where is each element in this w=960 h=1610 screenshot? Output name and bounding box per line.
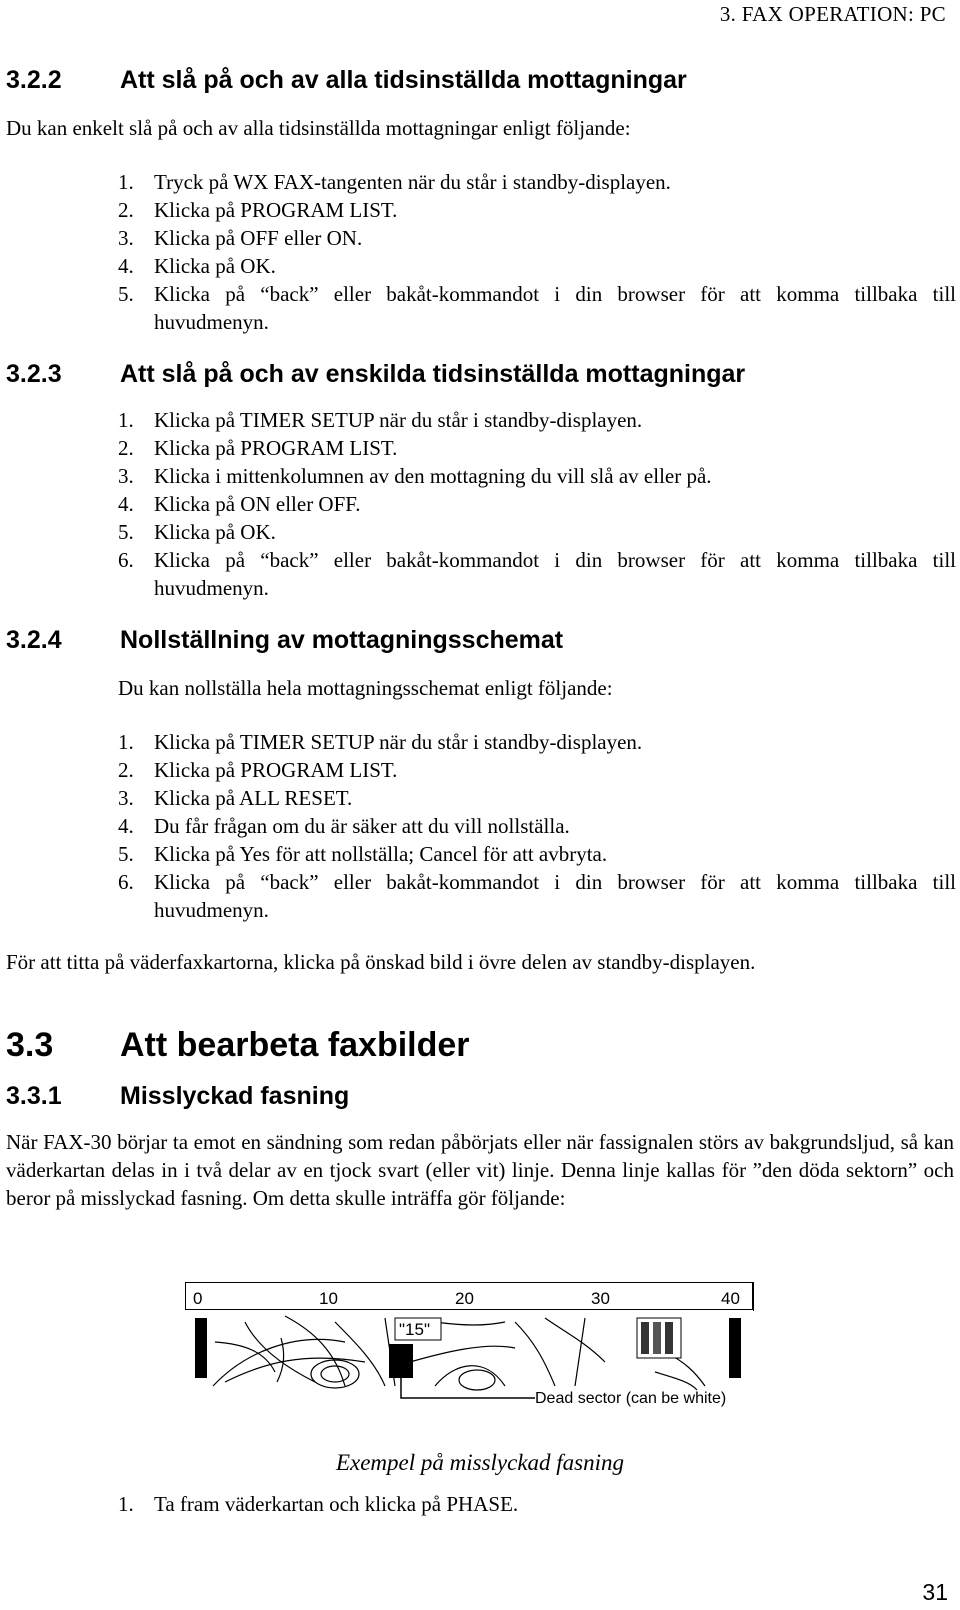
steps-list-3-2-2 bbox=[118, 168, 956, 336]
section-title: Att slå på och av alla tidsinställda mottagningar bbox=[120, 66, 687, 94]
running-header: 3. FAX OPERATION: PC bbox=[719, 2, 946, 26]
list-item: 1. Tryck på WX FAX-tangenten när du står i standby-displayen. bbox=[118, 170, 671, 194]
list-item: 5. Klicka på Yes för att nollställa; Cancel för att avbryta. bbox=[118, 842, 608, 866]
section-body: När FAX-30 börjar ta emot en sändning som redan påbörjats eller när fassignalen störs av bakgrundsljud, så kan väderkartan delas in i två delar av en tjock svart (eller vit) linje. Denna linje kallas för ”den döda sektorn” och beror på misslyckad fasning. Om detta skulle inträffa gör följande: bbox=[6, 1130, 954, 1210]
dead-sector-label: Dead sector (can be white) bbox=[535, 1390, 727, 1407]
station-text-block bbox=[637, 1318, 681, 1358]
page-number: 31 bbox=[922, 1579, 948, 1605]
list-item: 3. Klicka i mittenkolumnen av den mottagning du vill slå av eller på. bbox=[118, 464, 712, 488]
list-item: 2. Klicka på PROGRAM LIST. bbox=[118, 198, 398, 222]
section-number: 3.2.3 bbox=[6, 360, 62, 388]
section-number: 3.2.2 bbox=[6, 66, 62, 94]
left-border-block bbox=[195, 1318, 207, 1378]
list-item: 4. Du får frågan om du är säker att du vill nollställa. bbox=[118, 814, 570, 838]
dead-sector-block bbox=[389, 1344, 413, 1378]
list-item: 3. Klicka på OFF eller ON. bbox=[118, 226, 363, 250]
section-number: 3.3.1 bbox=[6, 1082, 62, 1110]
ruler-label-20: 20 bbox=[455, 1289, 474, 1308]
steps-list-3-2-4 bbox=[118, 728, 956, 924]
right-border-block bbox=[729, 1318, 741, 1378]
ruler-label-10: 10 bbox=[319, 1289, 338, 1308]
steps-list-phase bbox=[118, 1490, 956, 1518]
list-item: 2. Klicka på PROGRAM LIST. bbox=[118, 758, 398, 782]
ruler-label-0: 0 bbox=[193, 1289, 203, 1308]
list-item: 4. Klicka på OK. bbox=[118, 254, 276, 278]
list-item: 6. Klicka på “back” eller bakåt-kommandot i din browser för att komma tillbaka till huvudmenyn. bbox=[118, 548, 956, 600]
steps-list-3-2-3 bbox=[118, 406, 956, 602]
list-item: 3. Klicka på ALL RESET. bbox=[118, 786, 353, 810]
ruler-label-30: 30 bbox=[591, 1289, 610, 1308]
figure-caption: Exempel på misslyckad fasning bbox=[335, 1450, 625, 1475]
list-item: 5. Klicka på “back” eller bakåt-kommandot i din browser för att komma tillbaka till huvudmenyn. bbox=[118, 282, 956, 334]
ruler-label-40: 40 bbox=[721, 1289, 740, 1308]
section-number: 3.3 bbox=[6, 1026, 54, 1064]
list-item: 6. Klicka på “back” eller bakåt-kommandot i din browser för att komma tillbaka till huvudmenyn. bbox=[118, 870, 956, 922]
list-item: 1. Ta fram väderkartan och klicka på PHASE. bbox=[118, 1492, 519, 1516]
phasing-failure-figure bbox=[185, 1282, 775, 1442]
list-item: 5. Klicka på OK. bbox=[118, 520, 276, 544]
section-title: Nollställning av mottagningsschemat bbox=[120, 626, 564, 654]
list-item: 4. Klicka på ON eller OFF. bbox=[118, 492, 361, 516]
section-title: Misslyckad fasning bbox=[120, 1082, 350, 1110]
list-item: 1. Klicka på TIMER SETUP när du står i standby-displayen. bbox=[118, 730, 643, 754]
list-item: 2. Klicka på PROGRAM LIST. bbox=[118, 436, 398, 460]
section-title: Att bearbeta faxbilder bbox=[120, 1026, 470, 1064]
section-number: 3.2.4 bbox=[6, 626, 62, 654]
section-intro: Du kan enkelt slå på och av alla tidsinställda mottagningar enligt följande: bbox=[6, 116, 631, 140]
marker-label: "15" bbox=[399, 1320, 430, 1339]
section-intro: Du kan nollställa hela mottagningsschemat enligt följande: bbox=[118, 676, 613, 700]
view-note: För att titta på väderfaxkartorna, klicka på önskad bild i övre delen av standby-displayen. bbox=[6, 950, 756, 974]
section-title: Att slå på och av enskilda tidsinställda mottagningar bbox=[120, 360, 746, 388]
list-item: 1. Klicka på TIMER SETUP när du står i standby-displayen. bbox=[118, 408, 643, 432]
